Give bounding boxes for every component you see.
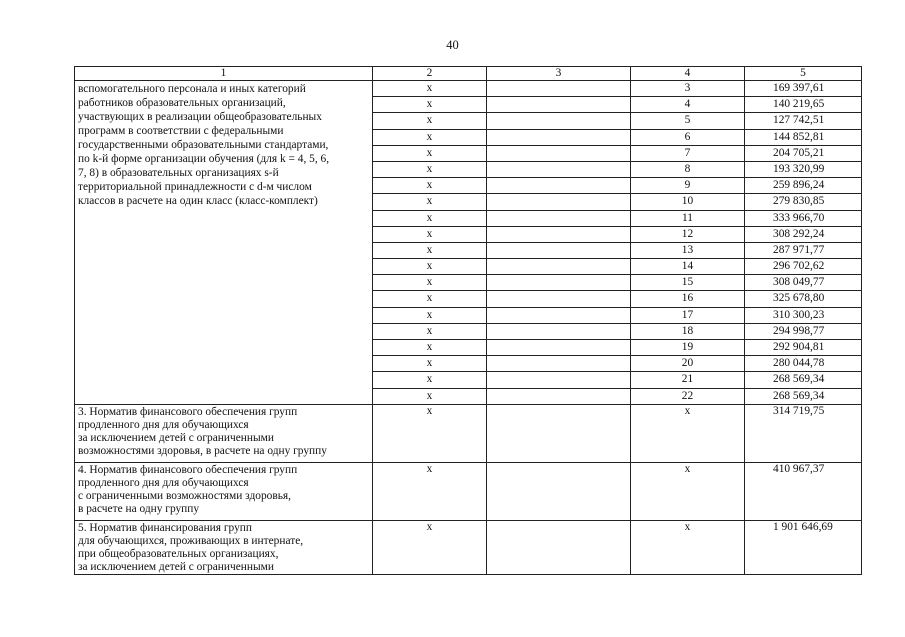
cell-col3	[487, 275, 631, 291]
cell-col2: x	[373, 97, 487, 113]
description-line: в расчете на одну группу	[78, 503, 200, 516]
section-row	[75, 520, 862, 574]
cell-col5: 292 904,81	[745, 340, 862, 356]
description-line: вспомогательного персонала и иных категорий	[78, 83, 306, 95]
cell-col4: 18	[631, 323, 745, 339]
first-block-description	[75, 81, 373, 405]
cell-col3	[487, 194, 631, 210]
cell-col4: 15	[631, 275, 745, 291]
cell-col3	[487, 462, 631, 520]
cell-col2: x	[373, 404, 487, 462]
cell-col4: 16	[631, 291, 745, 307]
cell-col5: 325 678,80	[745, 291, 862, 307]
cell-col2: x	[373, 178, 487, 194]
section-row	[75, 404, 862, 462]
cell-col3	[487, 388, 631, 404]
cell-col3	[487, 307, 631, 323]
cell-col5: 280 044,78	[745, 356, 862, 372]
cell-col4: 12	[631, 226, 745, 242]
column-header-2: 2	[373, 67, 487, 81]
cell-col3	[487, 226, 631, 242]
table-row	[75, 81, 862, 97]
cell-col4: 19	[631, 340, 745, 356]
cell-col5: 279 830,85	[745, 194, 862, 210]
description-line: классов в расчете на один класс (класс-комплект)	[78, 195, 318, 207]
cell-col5: 193 320,99	[745, 161, 862, 177]
cell-col3	[487, 210, 631, 226]
description-line: продленного дня для обучающихся	[78, 418, 249, 431]
cell-col4: x	[631, 404, 745, 462]
cell-col2: x	[373, 129, 487, 145]
cell-col5: 310 300,23	[745, 307, 862, 323]
cell-col4: 6	[631, 129, 745, 145]
cell-col4: 7	[631, 145, 745, 161]
cell-col2: x	[373, 520, 487, 574]
cell-col5: 296 702,62	[745, 259, 862, 275]
cell-col4: 4	[631, 97, 745, 113]
cell-col4: 11	[631, 210, 745, 226]
column-header-4: 4	[631, 67, 745, 81]
cell-col5: 294 998,77	[745, 323, 862, 339]
cell-col5: 410 967,37	[745, 462, 862, 520]
cell-col4: 9	[631, 178, 745, 194]
cell-col5: 140 219,65	[745, 97, 862, 113]
description-line: программ в соответствии с федеральными	[78, 125, 284, 137]
table-header-row	[75, 67, 862, 81]
norms-table	[74, 66, 862, 575]
page-number: 40	[446, 38, 459, 52]
cell-col5: 1 901 646,69	[745, 520, 862, 574]
description-line: при общеобразовательных организациях,	[78, 547, 279, 560]
cell-col3	[487, 145, 631, 161]
cell-col2: x	[373, 161, 487, 177]
cell-col2: x	[373, 259, 487, 275]
cell-col2: x	[373, 210, 487, 226]
cell-col3	[487, 113, 631, 129]
cell-col2: x	[373, 226, 487, 242]
cell-col5: 287 971,77	[745, 242, 862, 258]
description-line: работников образовательных организаций,	[78, 97, 286, 109]
description-line: территориальной принадлежности с d-м числом	[78, 181, 312, 193]
cell-col2: x	[373, 323, 487, 339]
cell-col3	[487, 129, 631, 145]
cell-col3	[487, 97, 631, 113]
cell-col2: x	[373, 372, 487, 388]
description-line: за исключением детей с ограниченными	[78, 431, 274, 444]
cell-col2: x	[373, 113, 487, 129]
description-line: продленного дня для обучающихся	[78, 476, 249, 489]
cell-col5: 308 292,24	[745, 226, 862, 242]
cell-col4: x	[631, 462, 745, 520]
cell-col3	[487, 323, 631, 339]
section-row	[75, 462, 862, 520]
column-header-1: 1	[75, 67, 373, 81]
cell-col2: x	[373, 340, 487, 356]
description-line: по k-й форме организации обучения (для k = 4, 5, 6,	[78, 153, 330, 165]
cell-col5: 268 569,34	[745, 388, 862, 404]
cell-col5: 314 719,75	[745, 404, 862, 462]
cell-col2: x	[373, 291, 487, 307]
cell-col2: x	[373, 81, 487, 97]
cell-col4: x	[631, 520, 745, 574]
cell-col5: 127 742,51	[745, 113, 862, 129]
cell-col2: x	[373, 242, 487, 258]
cell-col3	[487, 372, 631, 388]
description-line: государственными образовательными стандартами,	[78, 139, 329, 151]
cell-col3	[487, 259, 631, 275]
cell-col3	[487, 340, 631, 356]
cell-col4: 20	[631, 356, 745, 372]
section-description	[75, 462, 373, 520]
description-line: 7, 8) в образовательных организациях s-й	[78, 167, 279, 179]
description-line: 3. Норматив финансового обеспечения групп	[78, 405, 298, 418]
cell-col3	[487, 291, 631, 307]
cell-col4: 5	[631, 113, 745, 129]
cell-col3	[487, 81, 631, 97]
description-line: 5. Норматив финансирования групп	[78, 521, 252, 534]
cell-col4: 22	[631, 388, 745, 404]
cell-col4: 14	[631, 259, 745, 275]
column-header-5: 5	[745, 67, 862, 81]
cell-col3	[487, 404, 631, 462]
cell-col5: 204 705,21	[745, 145, 862, 161]
cell-col4: 8	[631, 161, 745, 177]
cell-col2: x	[373, 275, 487, 291]
cell-col5: 333 966,70	[745, 210, 862, 226]
cell-col2: x	[373, 462, 487, 520]
description-line: за исключением детей с ограниченными	[78, 561, 274, 574]
cell-col3	[487, 242, 631, 258]
cell-col2: x	[373, 194, 487, 210]
cell-col2: x	[373, 388, 487, 404]
cell-col4: 21	[631, 372, 745, 388]
cell-col4: 13	[631, 242, 745, 258]
cell-col3	[487, 161, 631, 177]
description-line: 4. Норматив финансового обеспечения групп	[78, 463, 298, 476]
column-header-3: 3	[487, 67, 631, 81]
cell-col3	[487, 520, 631, 574]
cell-col4: 3	[631, 81, 745, 97]
cell-col2: x	[373, 307, 487, 323]
cell-col5: 259 896,24	[745, 178, 862, 194]
description-line: для обучающихся, проживающих в интернате,	[78, 534, 304, 547]
description-line: участвующих в реализации общеобразовательных	[78, 111, 322, 123]
cell-col2: x	[373, 356, 487, 372]
cell-col5: 268 569,34	[745, 372, 862, 388]
cell-col3	[487, 356, 631, 372]
section-description	[75, 404, 373, 462]
cell-col5: 169 397,61	[745, 81, 862, 97]
description-line: возможностями здоровья, в расчете на одну группу	[78, 445, 327, 458]
cell-col2: x	[373, 145, 487, 161]
cell-col4: 17	[631, 307, 745, 323]
description-line: с ограниченными возможностями здоровья,	[78, 489, 292, 502]
cell-col4: 10	[631, 194, 745, 210]
section-description	[75, 520, 373, 574]
cell-col5: 144 852,81	[745, 129, 862, 145]
cell-col3	[487, 178, 631, 194]
cell-col5: 308 049,77	[745, 275, 862, 291]
